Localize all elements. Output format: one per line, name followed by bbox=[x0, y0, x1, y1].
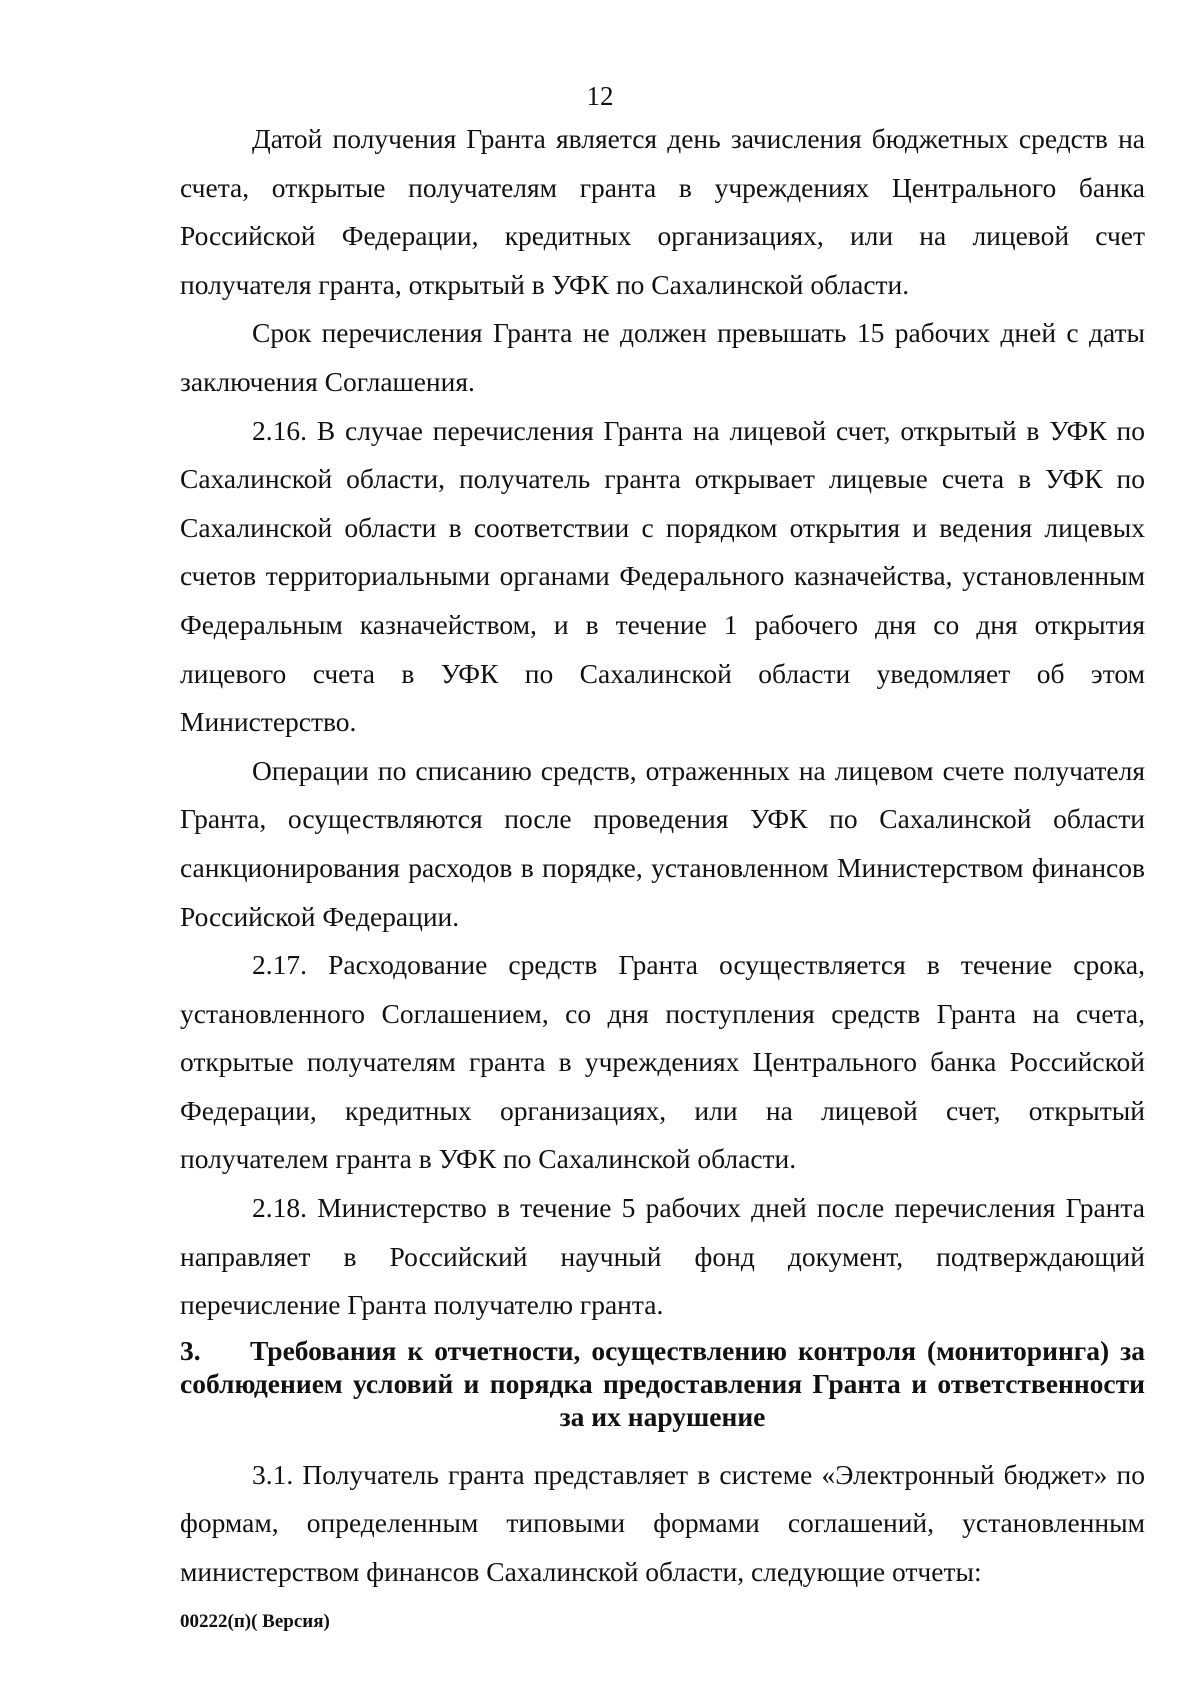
section-title: Требования к отчетности, осуществлению контроля (мониторинга) за соблюдением условий и порядка предоставления Гранта и ответственности за их нарушение bbox=[180, 1334, 1145, 1432]
paragraph-3-1: 3.1. Получатель гранта представляет в системе «Электронный бюджет» по формам, определенным типовыми формами соглашений, установленным министерством финансов Сахалинской области, следующие отчеты: bbox=[180, 1458, 1145, 1588]
section-heading bbox=[180, 1334, 1145, 1433]
paragraph-transfer-term: Срок перечисления Гранта не должен превышать 15 рабочих дней с даты заключения Соглашения. bbox=[180, 317, 1145, 397]
paragraph-2-16: 2.16. В случае перечисления Гранта на лицевой счет, открытый в УФК по Сахалинской области, получатель гранта открывает лицевые счета в УФК по Сахалинской области в соответствии с порядком открытия и ведения лицевых счетов территориальными органами Федерального казначейства, установленным Федеральным казначейством, и в течение 1 рабочего дня со дня открытия лицевого счета в УФК по Сахалинской области уведомляет об этом Министерство. bbox=[180, 414, 1145, 738]
paragraph-2-17: 2.17. Расходование средств Гранта осуществляется в течение срока, установленного Соглашением, со дня поступления средств Гранта на счета, открытые получателям гранта в учреждениях Центрального банка Российской Федерации, кредитных организациях, или на лицевой счет, открытый получателем гранта в УФК по Сахалинской области. bbox=[180, 949, 1145, 1175]
paragraph-2-18: 2.18. Министерство в течение 5 рабочих дней после перечисления Гранта направляет в Российский научный фонд документ, подтверждающий перечисление Гранта получателю гранта. bbox=[180, 1192, 1145, 1321]
paragraph-write-off-operations: Операции по списанию средств, отраженных на лицевом счете получателя Гранта, осуществляются после проведения УФК по Сахалинской области санкционирования расходов в порядке, установленном Министерством финансов Российской Федерации. bbox=[180, 754, 1145, 932]
section-number: 3. bbox=[180, 1334, 201, 1366]
paragraph-grant-receipt-date: Датой получения Гранта является день зачисления бюджетных средств на счета, открытые получателям гранта в учреждениях Центрального банка Российской Федерации, кредитных организациях, или на лицевой счет получателя гранта, открытый в УФК по Сахалинской области. bbox=[180, 123, 1145, 300]
footer-document-code: 00222(п)( Версия) bbox=[180, 1611, 330, 1632]
page-number: 12 bbox=[586, 81, 614, 111]
document-body bbox=[180, 115, 1145, 1597]
